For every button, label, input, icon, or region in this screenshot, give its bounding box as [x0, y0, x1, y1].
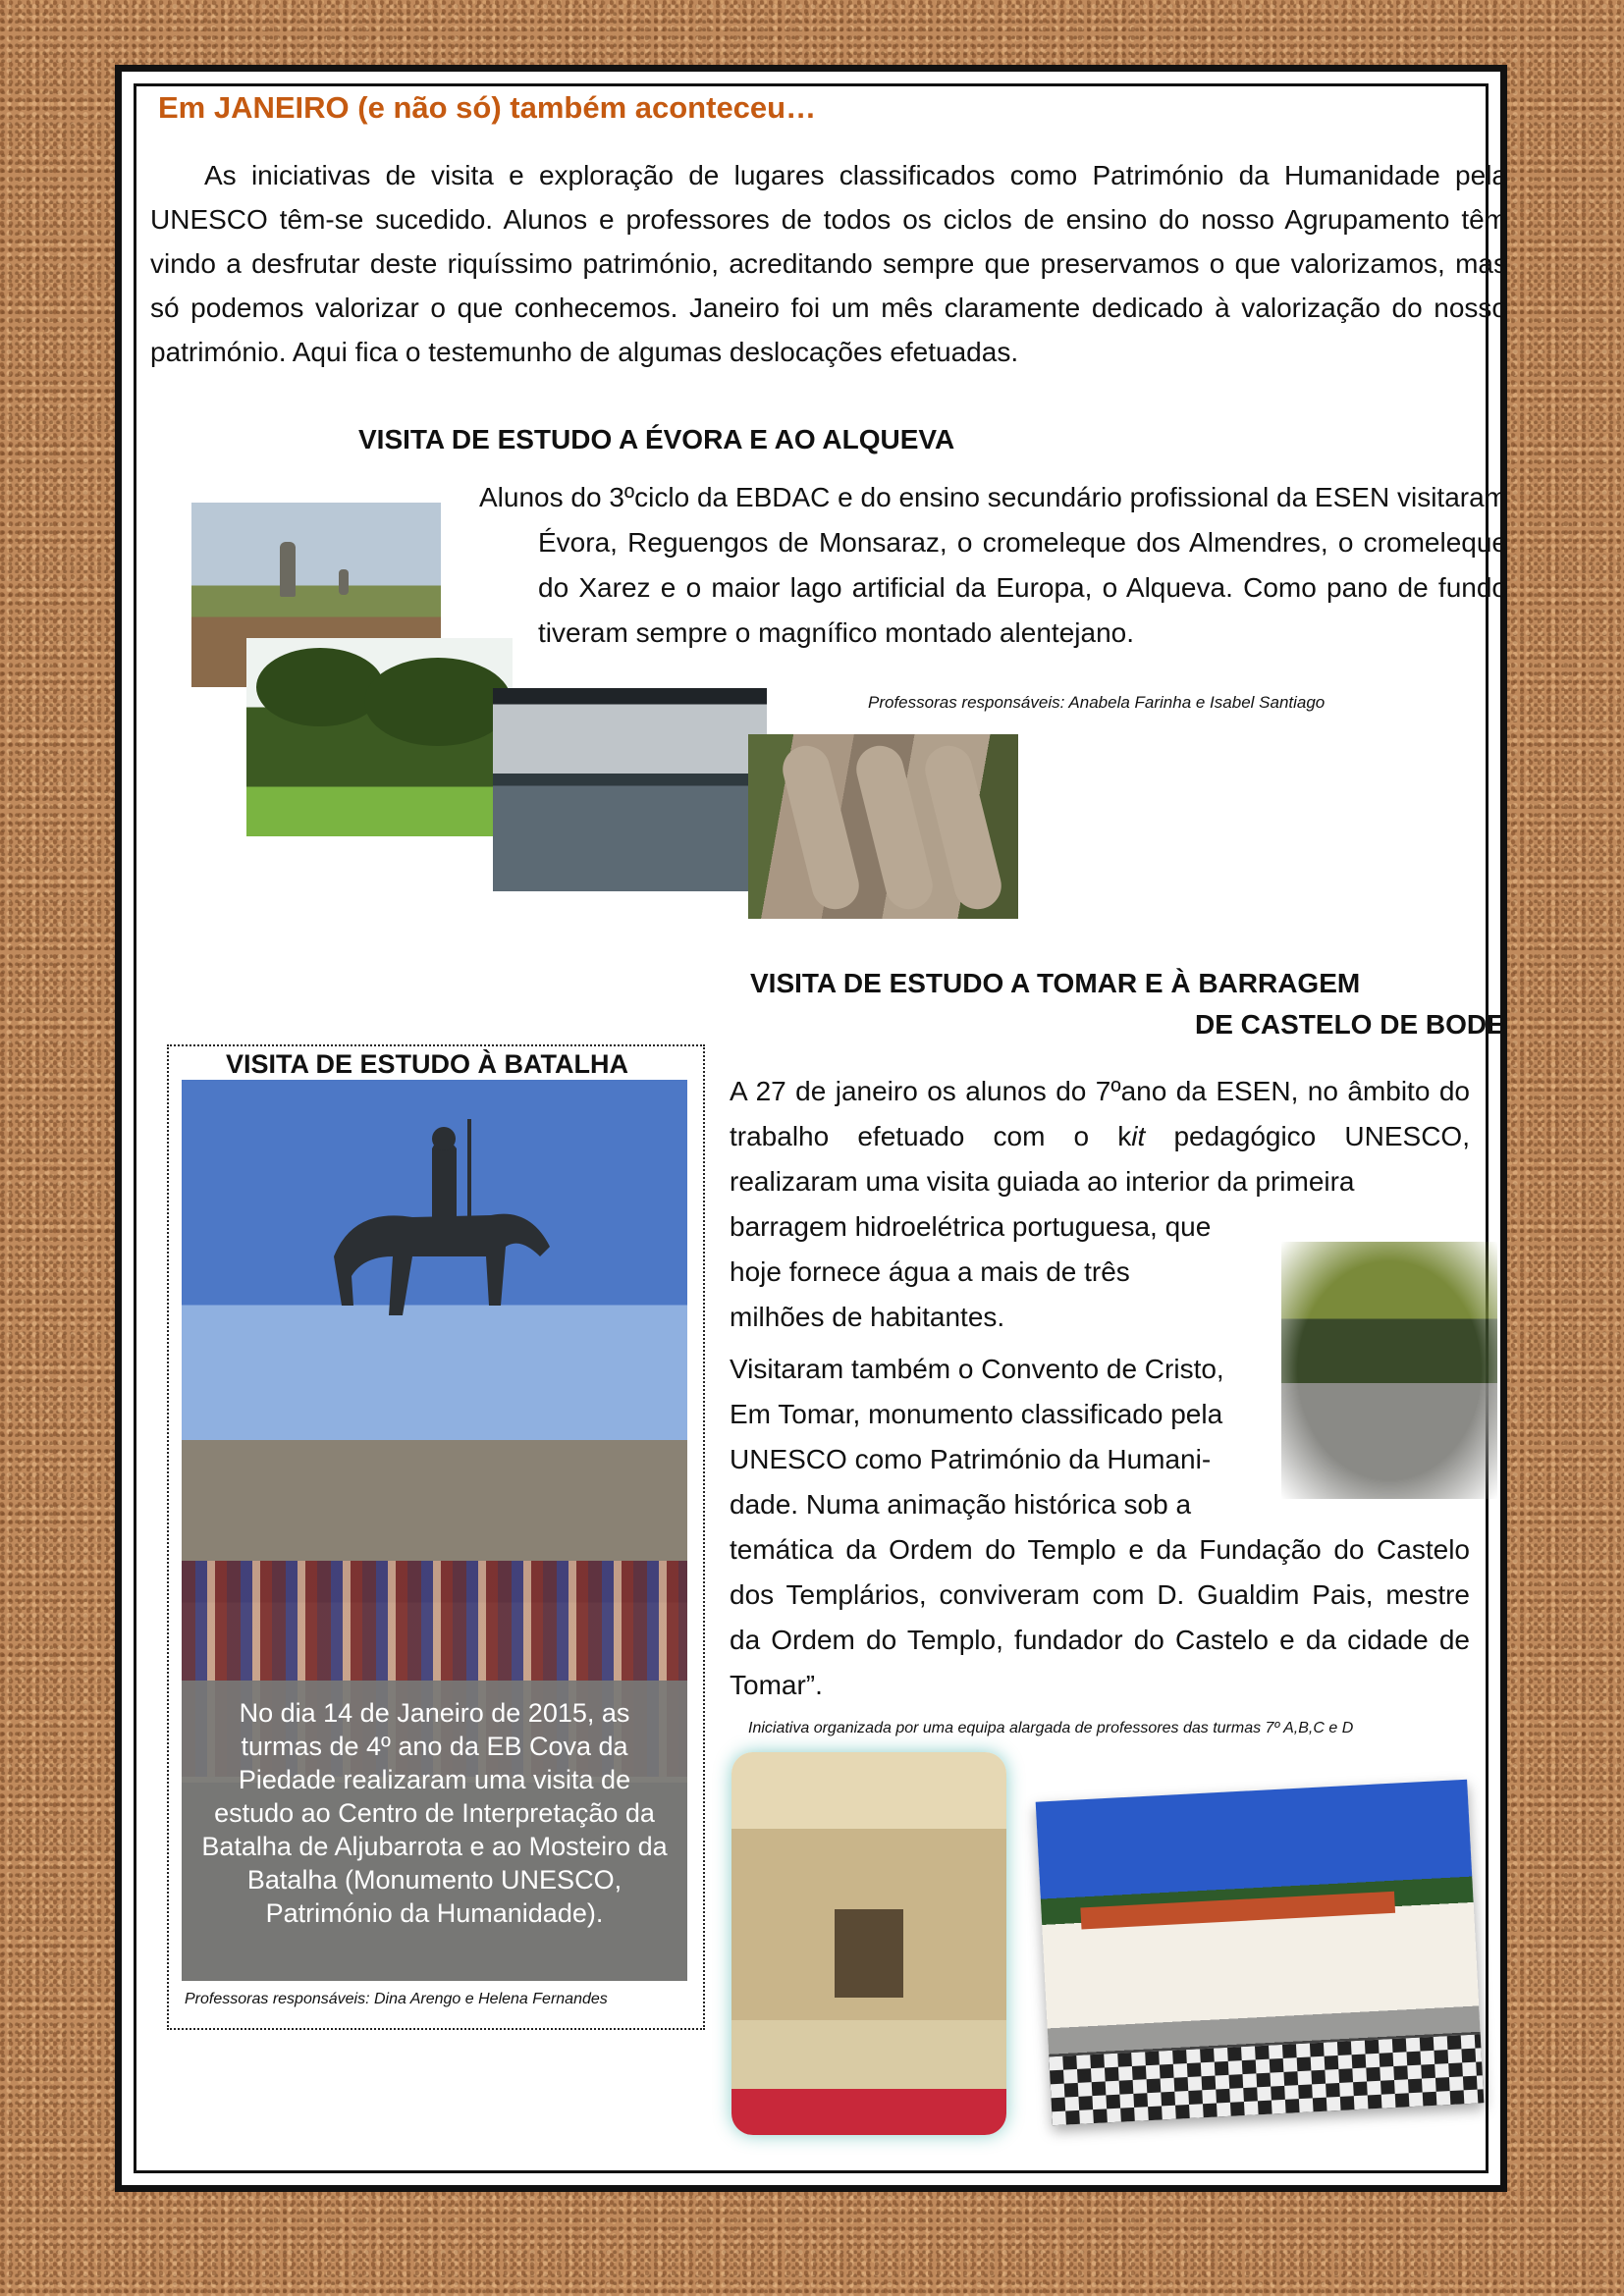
batalha-credit: Professoras responsáveis: Dina Arengo e Helena Fernandes: [185, 1991, 608, 2007]
tomar-p1-italic: it: [1131, 1121, 1146, 1151]
tomar-p2-line: Visitaram também o Convento de Cristo,: [730, 1354, 1224, 1384]
tomar-paragraph-1: [730, 1069, 1470, 1204]
tomar-p2-line: Em Tomar, monumento classificado pela: [730, 1399, 1223, 1429]
photo-tomar-square: [1036, 1780, 1485, 2126]
photo-alqueva-lake: [493, 688, 767, 891]
equestrian-statue: [295, 1109, 569, 1374]
photo-cork-oaks: [246, 638, 513, 836]
tomar-paragraph-2-rest: temática da Ordem do Templo e da Fundação do Castelo dos Templários, conviveram com D. Gualdim Pais, mestre da Ordem do Templo, fundador do Castelo e da cidade de Tomar”.: [730, 1534, 1470, 1700]
batalha-caption: No dia 14 de Janeiro de 2015, as turmas de 4º ano da EB Cova da Piedade realizaram uma visita de estudo ao Centro de Interpretação da Batalha de Aljubarrota e ao Mosteiro da Batalha (Monumento UNESCO, Património da Humanidade).: [182, 1681, 687, 1981]
tomar-p1-line: barragem hidroelétrica portuguesa, que: [730, 1211, 1212, 1242]
tomar-title-line2: DE CASTELO DE BODE: [1195, 1009, 1505, 1040]
evora-text: Alunos do 3ºciclo da EBDAC e do ensino secundário profissional da ESEN visitaram Évora, Reguengos de Monsaraz, o cromeleque dos Almendres, o cromeleque do Xarez e o maior lago artificial da Europa, o Alqueva. Como pano de fundo tiveram sempre o magnífico montado alentejano.: [479, 482, 1507, 648]
photo-dam: [1281, 1242, 1497, 1499]
page-title: Em JANEIRO (e não só) também aconteceu…: [158, 90, 817, 125]
photo-standing-stones: [748, 734, 1018, 919]
tomar-p1-post: pedagógico UNESCO, realizaram uma visita guiada ao interior da primeira: [730, 1121, 1470, 1197]
tomar-p1-line: hoje fornece água a mais de três: [730, 1256, 1130, 1287]
evora-title: VISITA DE ESTUDO A ÉVORA E AO ALQUEVA: [358, 424, 955, 454]
photo-convent-window: [731, 1752, 1006, 2135]
batalha-title: VISITA DE ESTUDO À BATALHA: [226, 1049, 628, 1079]
tomar-p1-line: milhões de habitantes.: [730, 1302, 1005, 1332]
tomar-credit: Iniciativa organizada por uma equipa alargada de professores das turmas 7º A,B,C e D: [748, 1720, 1354, 1736]
tomar-p1-pre: A 27 de janeiro os alunos do 7ºano da ESEN, no âmbito do trabalho efetuado com o k: [730, 1076, 1470, 1151]
intro-paragraph: As iniciativas de visita e exploração de lugares classificados como Património da Humanidade pela UNESCO têm-se sucedido. Alunos e professores de todos os ciclos de ensino do nosso Agrupamento têm vindo a desfrutar deste riquíssimo património, acreditando sempre que preservamos o que valorizamos, mas só podemos valorizar o que conhecemos. Janeiro foi um mês claramente dedicado à valorização do nosso património. Aqui fica o testemunho de algumas deslocações efetuadas.: [150, 160, 1507, 367]
evora-credit: Professoras responsáveis: Anabela Farinha e Isabel Santiago: [868, 693, 1326, 712]
tomar-p2-line: dade. Numa animação histórica sob a: [730, 1489, 1192, 1520]
tomar-p2-line: UNESCO como Património da Humani-: [730, 1444, 1212, 1474]
photo-batalha-statue: [182, 1080, 687, 1981]
tomar-title-line1: VISITA DE ESTUDO A TOMAR E À BARRAGEM: [750, 968, 1361, 998]
tomar-paragraph-1-wrap: [730, 1204, 1279, 1340]
tomar-paragraph-2-wrap: [730, 1347, 1279, 1527]
